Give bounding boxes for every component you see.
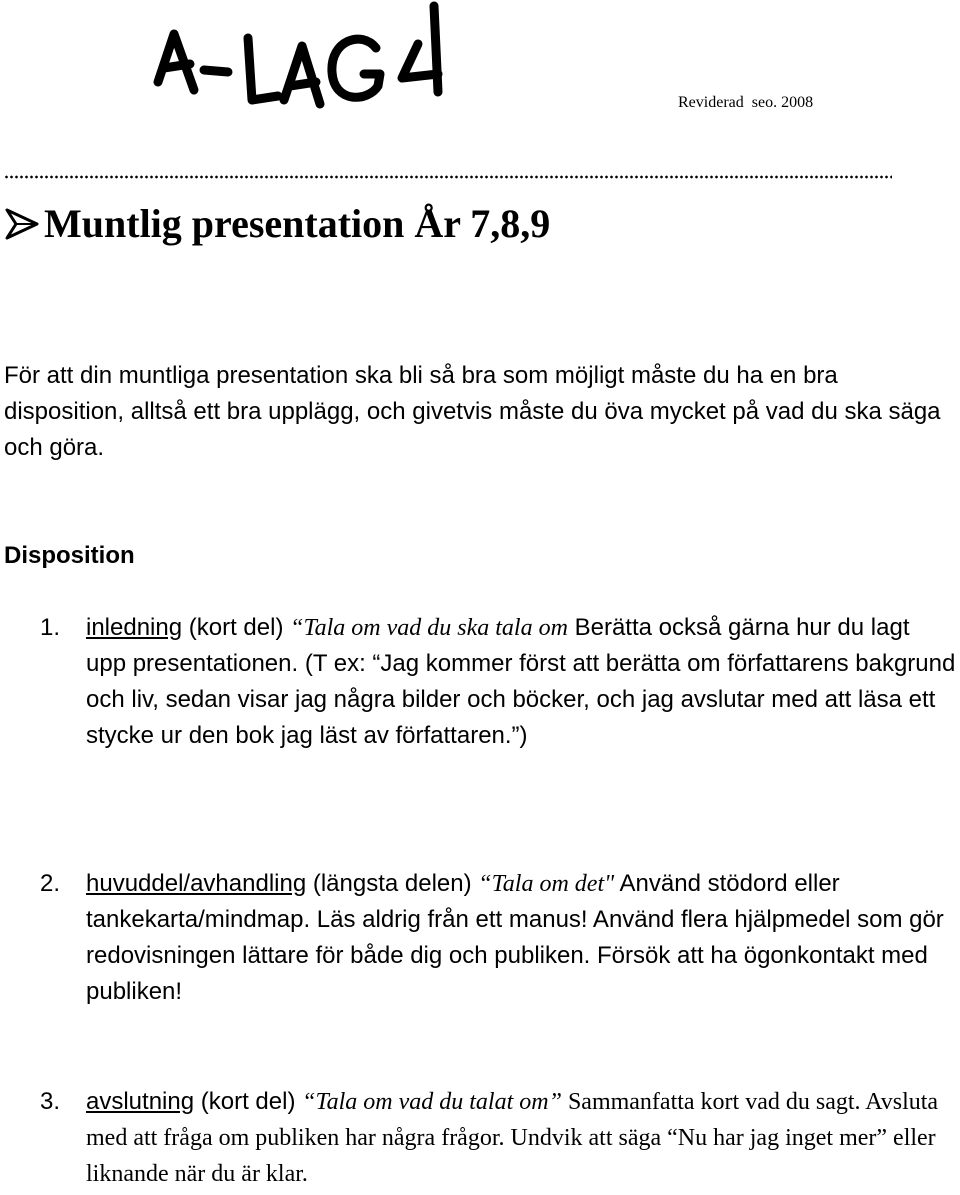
- disposition-item-1: [40, 610, 956, 754]
- item-number: 1.: [40, 614, 61, 641]
- page-title: [4, 194, 550, 254]
- disposition-item-3: [40, 1084, 956, 1192]
- page-title-text: Muntlig presentation År 7,8,9: [44, 201, 551, 246]
- arrow-bullet-icon: [4, 204, 42, 244]
- item-quote: “Tala om vad du talat om”: [302, 1089, 562, 1115]
- item-text: Sammanfatta kort vad du sagt. Avsluta med att fråga om publiken har några frågor. Undvik att säga “Nu har jag inget mer” eller liknande när du är klar.: [86, 1089, 939, 1187]
- item-term: huvuddel/avhandling: [86, 870, 307, 897]
- item-number: 3.: [40, 1088, 61, 1115]
- item-text: Använd stödord eller tankekarta/mindmap. Läs aldrig från ett manus! Använd flera hjälpmedel som gör redovisningen lättare för både dig och publiken. Försök att ha ögonkontakt med publiken!: [86, 870, 944, 1005]
- item-number: 2.: [40, 870, 61, 897]
- disposition-heading: Disposition: [4, 542, 135, 569]
- item-note: (längsta delen): [306, 870, 479, 897]
- item-quote: “Tala om det": [478, 871, 615, 897]
- item-term: inledning: [86, 614, 183, 641]
- item-note: (kort del): [194, 1088, 303, 1115]
- a-lag-4-logo: [150, 0, 460, 120]
- item-text: Berätta också gärna hur du lagt upp presentationen. (T ex: “Jag kommer först att berätta om författarens bakgrund och liv, sedan visar jag några bilder och böcker, och jag avslutar med att läsa ett stycke ur den bok jag läst av författaren.”): [86, 614, 956, 749]
- intro-paragraph: För att din muntliga presentation ska bli så bra som möjligt måste du ha en bra disposition, alltså ett bra upplägg, och givetvis måste du öva mycket på vad du ska säga och göra.: [4, 362, 941, 461]
- dotted-divider: [4, 170, 892, 184]
- item-quote: “Tala om vad du ska tala om: [290, 615, 568, 641]
- disposition-item-2: [40, 866, 956, 1010]
- revision-note: Reviderad seo. 2008: [678, 94, 814, 111]
- item-term: avslutning: [86, 1088, 195, 1115]
- item-note: (kort del): [182, 614, 291, 641]
